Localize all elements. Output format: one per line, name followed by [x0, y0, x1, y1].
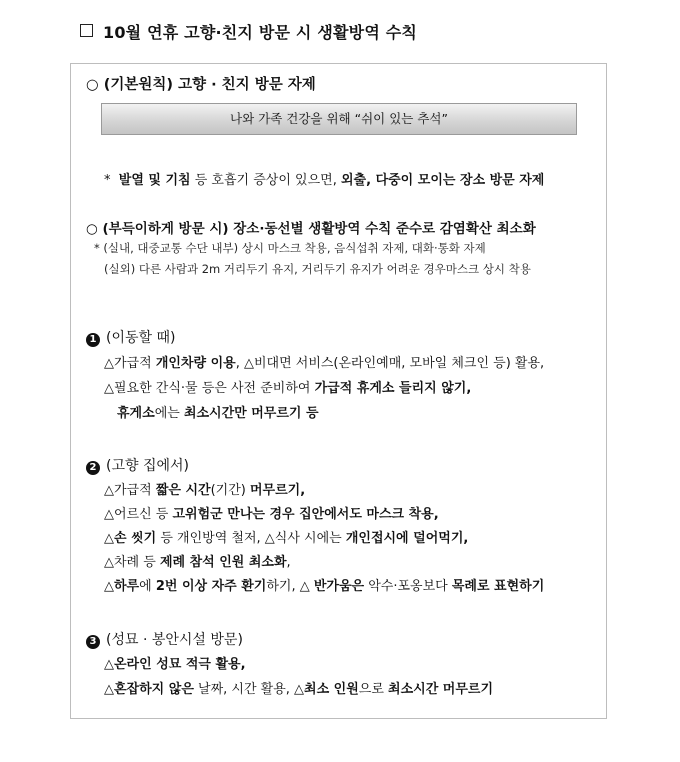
text-bold: 손 씻기 — [114, 531, 157, 546]
text-segment: △가급적 — [104, 356, 156, 371]
text-segment: , — [286, 555, 291, 570]
outdoor-rule: (실외) 다른 사람과 2m 거리두기 유지, 거리두기 유지가 어려운 경우마스크 상시 착용 — [104, 262, 531, 276]
text-segment: △ — [104, 531, 114, 546]
text-segment: , △비대면 서비스(온라인예매, 모바일 체크인 등) 활용, — [235, 356, 545, 371]
circle-bullet-icon: ○ — [86, 77, 99, 93]
text-bold: 가급적 휴게소 들리지 않기, — [314, 381, 472, 396]
text-bold: 반가움은 — [313, 579, 365, 594]
text-bold: 혼잡하지 않은 — [114, 682, 194, 697]
text-bold: 휴게소 — [117, 406, 155, 421]
section2-line5 — [104, 575, 544, 594]
number-2-icon: 2 — [86, 461, 100, 475]
text-bold: 고위험군 만나는 경우 집안에서도 마스크 착용, — [172, 507, 439, 522]
text-bold: 제례 참석 인원 최소화 — [159, 555, 287, 570]
indoor-rule: * (실내, 대중교통 수단 내부) 상시 마스크 착용, 음식섭취 자제, 대화·통화 자제 — [94, 241, 486, 255]
unavoidable-heading — [86, 217, 536, 237]
page-title — [80, 20, 417, 43]
section1-title: (이동할 때) — [106, 330, 176, 346]
title-text: 10월 연휴 고향·친지 방문 시 생활방역 수칙 — [103, 23, 418, 42]
text-segment: (기간) — [210, 483, 250, 498]
asterisk-marker: * — [104, 173, 111, 188]
text-bold: 짧은 시간 — [155, 483, 211, 498]
text-segment: △ — [104, 682, 114, 697]
symptom-bold: 발열 및 기침 — [118, 173, 191, 188]
text-bold: 머무르기, — [249, 483, 306, 498]
circle-bullet-icon: ○ — [86, 221, 98, 237]
text-bold: 최소시간 머무르기 — [388, 682, 494, 697]
text-segment: △가급적 — [104, 483, 156, 498]
number-3-icon: 3 — [86, 635, 100, 649]
section2-line1 — [104, 479, 305, 498]
symptom-note — [104, 169, 544, 188]
section1-heading — [86, 327, 175, 347]
symptom-text: 등 호흡기 증상이 있으면, — [190, 173, 341, 188]
text-segment: 에 — [139, 579, 156, 594]
section1-line2 — [104, 377, 471, 396]
text-segment: 악수·포옹보다 — [364, 579, 452, 594]
section3-title: (성묘 · 봉안시설 방문) — [106, 632, 243, 648]
text-segment: 으로 — [358, 682, 389, 697]
section2-line4 — [104, 551, 291, 570]
text-bold: 최소 인원 — [304, 682, 359, 697]
text-bold: 하루 — [114, 579, 140, 594]
text-segment: 등 개인방역 철저, △식사 시에는 — [156, 531, 346, 546]
number-1-icon: 1 — [86, 333, 100, 347]
unavoidable-heading-text: (부득이하게 방문 시) 장소·동선별 생활방역 수칙 준수로 감염확산 최소화 — [102, 221, 536, 237]
section2-title: (고향 집에서) — [106, 458, 189, 474]
section3-line1 — [104, 653, 246, 672]
text-segment: 하기, △ — [266, 579, 314, 594]
section3-heading — [86, 629, 243, 649]
section2-line2 — [104, 503, 439, 522]
section3-line2 — [104, 678, 493, 697]
section2-heading — [86, 455, 189, 475]
section1-line1 — [104, 352, 544, 371]
text-segment: △ — [104, 579, 114, 594]
text-bold: 최소시간만 머무르기 등 — [183, 406, 319, 421]
text-segment: 날짜, 시간 활용, △ — [193, 682, 305, 697]
basic-principle-text: (기본원칙) 고향 · 친지 방문 자제 — [103, 77, 316, 93]
text-segment: △어르신 등 — [104, 507, 173, 522]
text-bold: 목례로 표현하기 — [451, 579, 545, 594]
section1-line3 — [117, 402, 319, 421]
text-bold: 개인차량 이용 — [155, 356, 236, 371]
text-segment: △필요한 간식·물 등은 사전 준비하여 — [104, 381, 315, 396]
text-bold: 개인접시에 덜어먹기, — [345, 531, 469, 546]
text-bold: △온라인 성묘 적극 활용, — [104, 657, 246, 672]
text-segment: 에는 — [154, 406, 184, 421]
checkbox-square-icon — [80, 24, 93, 37]
basic-principle-heading — [86, 73, 316, 94]
text-segment: △차례 등 — [104, 555, 160, 570]
text-bold: 2번 이상 자주 환기 — [155, 579, 267, 594]
slogan-banner: 나와 가족 건강을 위해 “쉬이 있는 추석” — [101, 103, 577, 135]
symptom-action: 외출, 다중이 모이는 장소 방문 자제 — [340, 173, 545, 188]
section2-line3 — [104, 527, 468, 546]
